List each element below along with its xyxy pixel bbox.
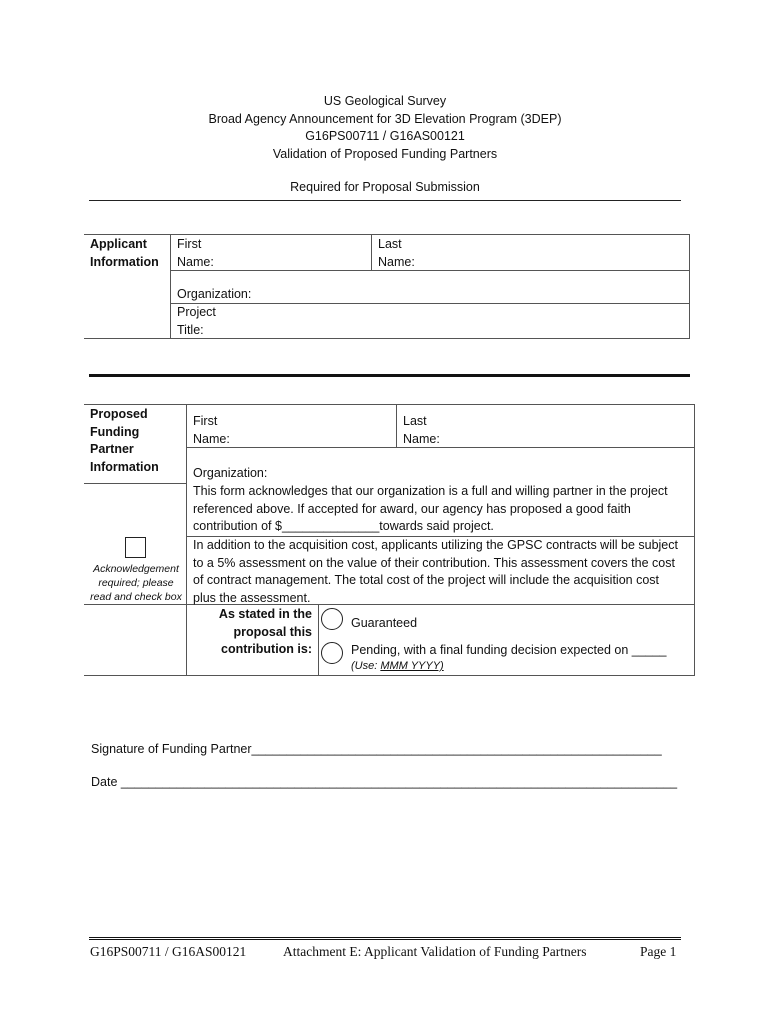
contribution-status-label: As stated in the proposal this contribution is: <box>218 607 312 656</box>
pending-option-label: Pending, with a final funding decision expected on _____ <box>351 643 667 657</box>
applicant-project-title-field[interactable]: Project Title: <box>177 305 216 337</box>
header-requirement-note: Required for Proposal Submission <box>290 180 480 194</box>
header-divider <box>89 200 681 201</box>
partner-section-label: Proposed Funding Partner Information <box>90 407 159 474</box>
footer-divider <box>89 937 681 940</box>
applicant-last-name-field[interactable]: Last Name: <box>378 237 415 269</box>
section-divider <box>89 374 690 377</box>
footer-page-number: Page 1 <box>640 944 677 959</box>
header-solicitation-number: G16PS00711 / G16AS00121 <box>305 129 465 143</box>
partner-first-name-field[interactable]: First Name: <box>193 414 230 446</box>
partner-name-row-bottom <box>186 447 695 448</box>
footer-attachment-title: Attachment E: Applicant Validation of Funding Partners <box>283 944 587 959</box>
applicant-table-top <box>84 234 690 235</box>
partner-table-top <box>84 404 695 405</box>
date-line[interactable]: Date ________________________________________________________________________________ <box>91 775 678 789</box>
partner-name-divider <box>396 404 397 447</box>
acknowledgement-checkbox[interactable] <box>125 537 146 558</box>
applicant-name-divider <box>371 234 372 270</box>
guaranteed-option-label: Guaranteed <box>351 616 418 630</box>
header-form-title: Validation of Proposed Funding Partners <box>272 146 498 161</box>
partner-label-divider <box>186 404 187 675</box>
applicant-name-row-bottom <box>170 270 690 271</box>
partner-table-right <box>694 404 695 675</box>
partner-organization-field[interactable]: Organization: <box>193 466 268 480</box>
applicant-table-right <box>689 234 690 338</box>
partner-label-bottom <box>84 483 186 484</box>
applicant-table-bottom <box>84 338 690 339</box>
pending-radio[interactable] <box>321 642 343 664</box>
guaranteed-radio[interactable] <box>321 608 343 630</box>
partner-assessment-text: In addition to the acquisition cost, applicants utilizing the GPSC contracts will be subject to a 5% assessment on the value of their contribution. This assessment covers the cost of contract management. The total cost of the project will include the acquisition cost plus the assessment. <box>193 538 678 605</box>
header-announcement: Broad Agency Announcement for 3D Elevation Program (3DEP) <box>208 111 562 126</box>
pending-date-format-hint: (Use: MMM YYYY) <box>351 660 444 672</box>
applicant-label-divider <box>170 234 171 338</box>
doc-header <box>0 93 770 163</box>
partner-option-divider <box>318 604 319 675</box>
partner-last-name-field[interactable]: Last Name: <box>403 414 440 446</box>
signature-line[interactable]: Signature of Funding Partner___________________________________________________________ <box>91 742 662 756</box>
applicant-first-name-field[interactable]: First Name: <box>177 237 214 269</box>
partner-acknowledgement-text: This form acknowledges that our organization is a full and willing partner in the project referenced above. If accepted for award, our agency has proposed a good faith contribution of $______________towards said project. <box>193 484 668 533</box>
applicant-organization-field[interactable]: Organization: <box>177 287 252 301</box>
footer-solicitation-number: G16PS00711 / G16AS00121 <box>90 944 247 959</box>
applicant-section-label: Applicant Information <box>90 237 159 269</box>
header-agency: US Geological Survey <box>323 94 447 108</box>
acknowledgement-note: Acknowledgement required; please read and check box <box>90 563 182 603</box>
